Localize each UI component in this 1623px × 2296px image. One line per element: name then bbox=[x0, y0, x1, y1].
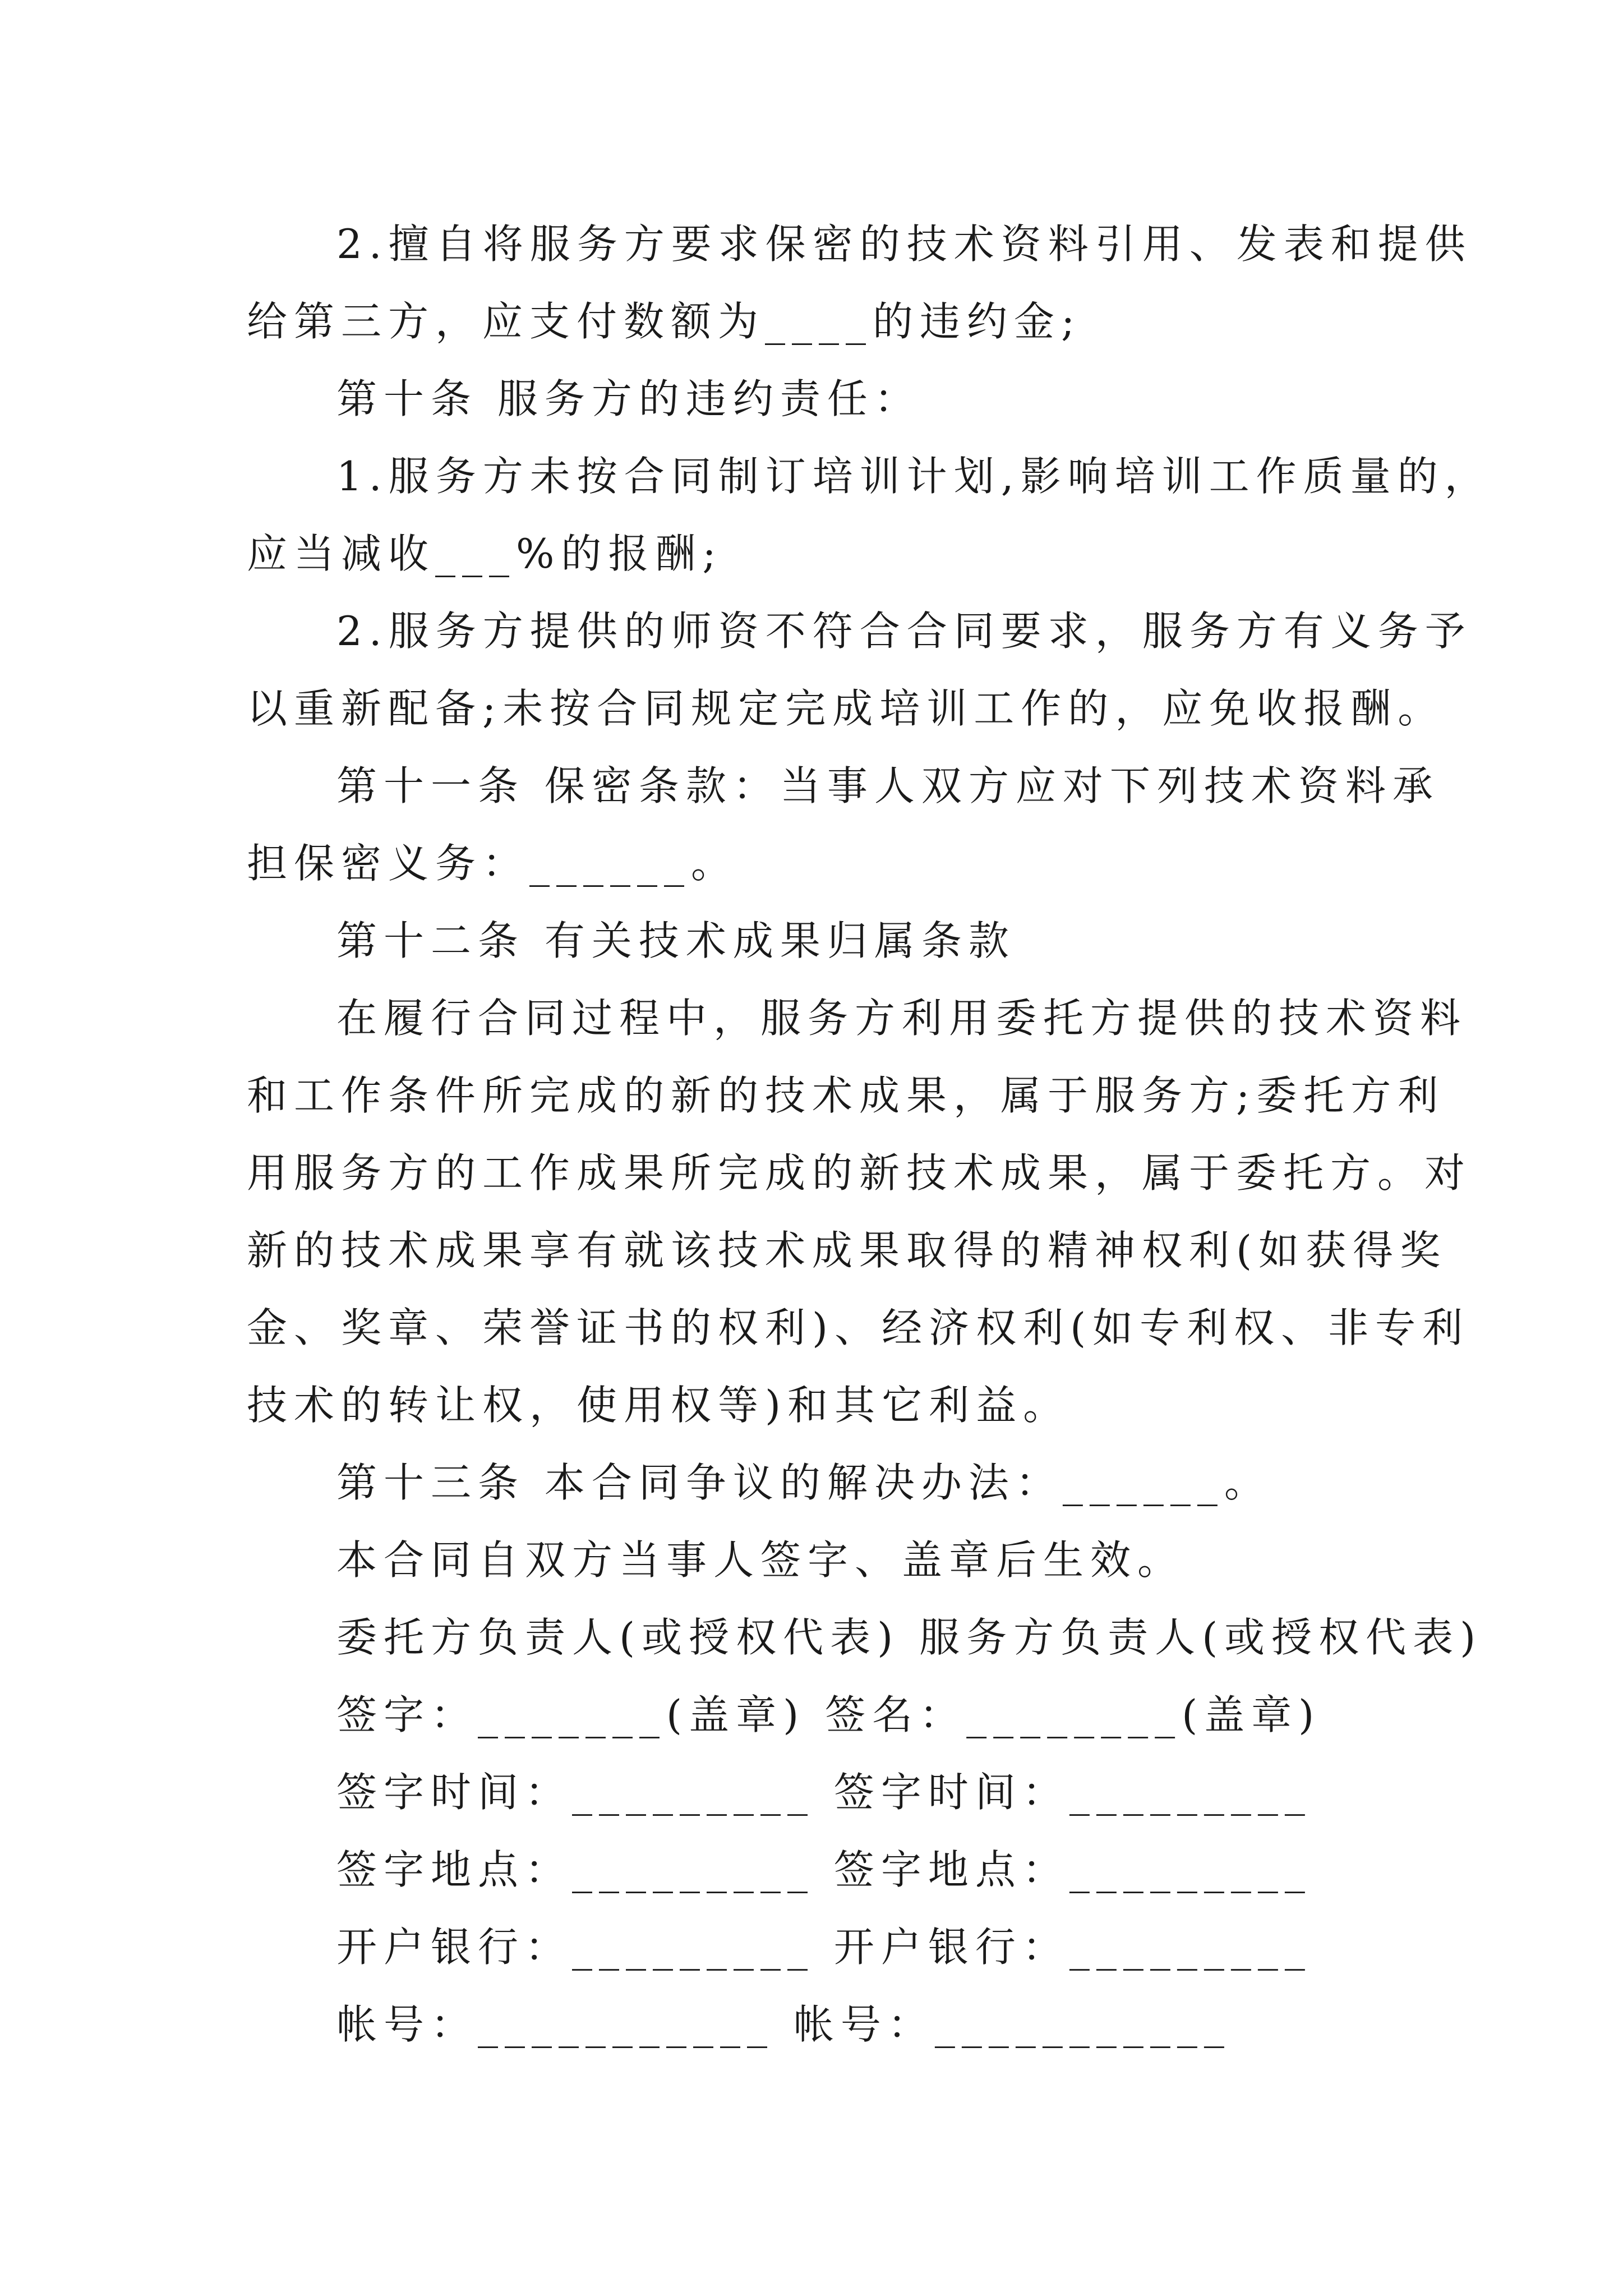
bank-row: 开户银行：_________ 开户银行：_________ bbox=[336, 1924, 1312, 1971]
clause-10-item-1-line-1: 1.服务方未按合同制订培训计划,影响培训工作质量的， bbox=[336, 453, 1492, 500]
clause-12-paragraph-line-1: 在履行合同过程中，服务方利用委托方提供的技术资料 bbox=[336, 995, 1468, 1042]
clause-13-heading: 第十三条 本合同争议的解决办法：______。 bbox=[336, 1459, 1271, 1506]
clause-10-item-2-line-2: 以重新配备;未按合同规定完成培训工作的，应免收报酬。 bbox=[247, 685, 1445, 732]
clause-12-paragraph-line-6: 技术的转让权，使用权等)和其它利益。 bbox=[247, 1382, 1071, 1429]
clause-10-item-1-line-2: 应当减收___%的报酬; bbox=[247, 530, 723, 577]
clause-9-item-2-line-2: 给第三方，应支付数额为____的违约金; bbox=[247, 298, 1082, 345]
signing-date-row: 签字时间：_________ 签字时间：_________ bbox=[336, 1769, 1312, 1816]
clause-12-paragraph-line-4: 新的技术成果享有就该技术成果取得的精神权利(如获得奖 bbox=[247, 1227, 1447, 1274]
account-row: 帐号：___________ 帐号：___________ bbox=[336, 2001, 1231, 2048]
signature-row: 签字：_______(盖章) 签名：________(盖章) bbox=[336, 1691, 1321, 1738]
clause-10-item-2-line-1: 2.服务方提供的师资不符合合同要求，服务方有义务予 bbox=[336, 608, 1472, 655]
signatories-header: 委托方负责人(或授权代表) 服务方负责人(或授权代表) bbox=[336, 1614, 1483, 1661]
signing-place-row: 签字地点：_________ 签字地点：_________ bbox=[336, 1846, 1312, 1893]
clause-10-heading: 第十条 服务方的违约责任： bbox=[336, 375, 921, 422]
clause-11-line-2: 担保密义务：______。 bbox=[247, 840, 739, 887]
clause-12-heading: 第十二条 有关技术成果归属条款 bbox=[336, 917, 1016, 964]
clause-12-paragraph-line-5: 金、奖章、荣誉证书的权利)、经济权利(如专利权、非专利 bbox=[247, 1304, 1470, 1351]
clause-11-line-1: 第十一条 保密条款：当事人双方应对下列技术资料承 bbox=[336, 762, 1440, 809]
clause-9-item-2-line-1: 2.擅自将服务方要求保密的技术资料引用、发表和提供 bbox=[336, 220, 1472, 268]
clause-12-paragraph-line-2: 和工作条件所完成的新的技术成果，属于服务方;委托方利 bbox=[247, 1072, 1445, 1119]
clause-12-paragraph-line-3: 用服务方的工作成果所完成的新技术成果，属于委托方。对 bbox=[247, 1149, 1472, 1197]
effective-clause: 本合同自双方当事人签字、盖章后生效。 bbox=[336, 1536, 1185, 1584]
